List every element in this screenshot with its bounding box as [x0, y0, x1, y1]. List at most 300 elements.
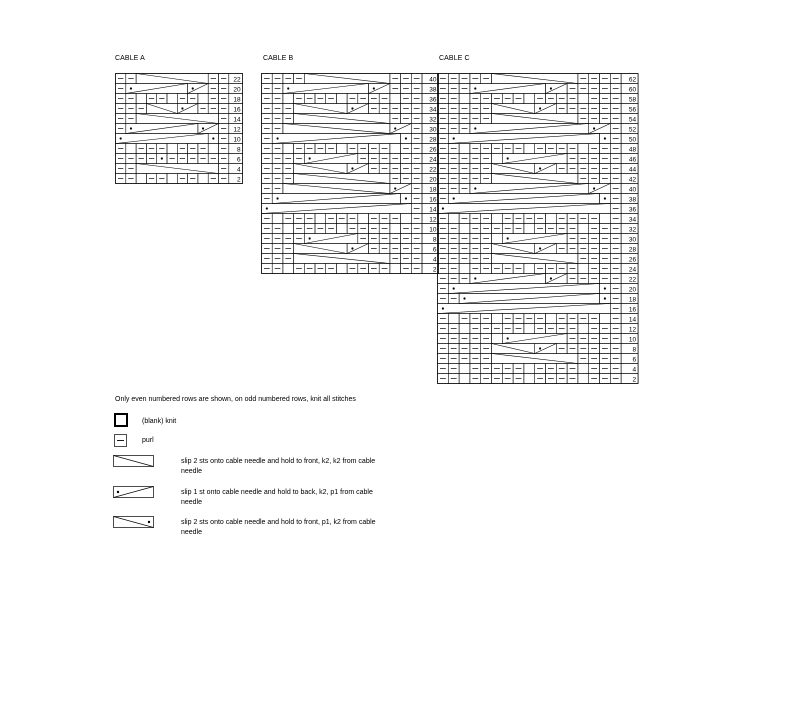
cable-cell	[578, 224, 589, 234]
row-number-label: 42	[628, 176, 637, 184]
purl-dot	[507, 157, 509, 159]
cable-a-chart	[115, 73, 244, 185]
purl-dot	[181, 107, 183, 109]
chart-row	[262, 154, 439, 164]
cable-crossing-line	[294, 104, 348, 114]
chart-row	[438, 194, 639, 204]
purl-dot	[202, 127, 204, 129]
cable-cell	[546, 214, 557, 224]
row-number-label: 26	[628, 256, 637, 264]
cable-cell	[459, 144, 470, 154]
chart-row	[438, 354, 639, 364]
purl-dot	[463, 297, 465, 299]
cable-crossing-line	[294, 114, 390, 124]
purl-dot	[287, 87, 289, 89]
purl-dot	[442, 307, 444, 309]
cable-crossing-line	[198, 124, 219, 134]
purl-dot	[394, 187, 396, 189]
cable-crossing-line	[535, 344, 557, 354]
purl-dot	[593, 127, 595, 129]
cable-crossing-line	[492, 114, 578, 124]
row-number-label: 52	[628, 126, 637, 134]
legend-note: Only even numbered rows are shown, on odd numbered rows, knit all stitches	[115, 396, 356, 403]
purl-dot	[276, 197, 278, 199]
chart-row	[262, 94, 439, 104]
chart-row	[116, 154, 243, 164]
row-number-label: 10	[429, 226, 437, 234]
cable-cell	[167, 174, 177, 184]
cable-crossing-line	[492, 244, 535, 254]
row-number-label: 6	[632, 356, 637, 364]
purl-dot	[351, 247, 353, 249]
row-number-label: 12	[233, 126, 241, 134]
purl-dot	[593, 187, 595, 189]
chart-row	[438, 134, 639, 144]
chart-row	[438, 294, 639, 304]
cable-crossing-line	[126, 84, 188, 94]
row-number-label: 32	[429, 116, 437, 124]
purl-dot	[394, 127, 396, 129]
cable-cell	[167, 144, 177, 154]
cable-cell	[459, 364, 470, 374]
cable-cell	[578, 324, 589, 334]
purl-dot	[604, 137, 606, 139]
cable-crossing-line	[492, 104, 535, 114]
cable-crossing-line	[136, 74, 208, 84]
purl-dot	[212, 137, 214, 139]
cable-crossing-line	[438, 304, 611, 314]
cable-cell	[459, 374, 470, 384]
purl-dot	[604, 297, 606, 299]
chart-row	[116, 114, 243, 124]
row-number-label: 24	[429, 156, 437, 164]
chart-row	[262, 234, 439, 244]
chart-row	[116, 104, 243, 114]
cable-cell	[336, 264, 347, 274]
purl-dot	[276, 137, 278, 139]
purl-dot	[474, 277, 476, 279]
cable-crossing-line	[136, 114, 218, 124]
cable-crossing-line	[470, 184, 589, 194]
cable-crossing-line	[502, 154, 567, 164]
cable-cell	[315, 214, 326, 224]
purl-dot	[507, 337, 509, 339]
cable-crossing-line	[304, 234, 358, 244]
row-number-label: 38	[429, 86, 437, 94]
cable-t2f-symbol-icon	[113, 516, 155, 529]
chart-row	[262, 194, 439, 204]
cable-crossing-line	[492, 174, 578, 184]
row-number-label: 32	[628, 226, 637, 234]
chart-row	[262, 254, 439, 264]
chart-row	[262, 184, 439, 194]
cable-crossing-line	[502, 334, 567, 344]
row-number-label: 2	[236, 176, 241, 184]
row-number-label: 56	[628, 106, 637, 114]
chart-row	[116, 174, 243, 184]
cable-crossing-line	[535, 104, 557, 114]
chart-row	[116, 164, 243, 174]
row-number-label: 24	[628, 266, 637, 274]
cable-cell	[126, 144, 136, 154]
chart-row	[438, 304, 639, 314]
cable-crossing-line	[304, 154, 358, 164]
row-number-label: 30	[628, 236, 637, 244]
row-number-label: 48	[628, 146, 637, 154]
purl-dot	[474, 127, 476, 129]
row-number-label: 34	[628, 216, 637, 224]
purl-dot	[351, 167, 353, 169]
chart-row	[438, 114, 639, 124]
chart-row	[116, 124, 243, 134]
row-number-label: 12	[429, 216, 437, 224]
cable-crossing-line	[589, 124, 611, 134]
chart-row	[116, 144, 243, 154]
purl-dot	[453, 137, 455, 139]
cable-cell	[524, 144, 535, 154]
row-number-label: 4	[432, 256, 437, 264]
chart-row	[438, 244, 639, 254]
cable-cell	[546, 314, 557, 324]
knit-symbol-icon	[114, 413, 128, 427]
row-number-label: 14	[628, 316, 637, 324]
cable-crossing-line	[347, 164, 368, 174]
purl-dot	[130, 87, 132, 89]
chart-row	[438, 224, 639, 234]
row-number-label: 36	[628, 206, 637, 214]
row-number-label: 62	[628, 76, 637, 84]
row-number-label: 18	[233, 96, 241, 104]
chart-title-cable-a: CABLE A	[115, 55, 145, 62]
cable-cell	[136, 94, 146, 104]
chart-row	[262, 134, 439, 144]
chart-row	[438, 284, 639, 294]
row-number-label: 44	[628, 166, 637, 174]
cable-cell	[492, 334, 503, 344]
cable-cell	[167, 94, 177, 104]
row-number-label: 20	[233, 86, 241, 94]
purl-dot	[309, 237, 311, 239]
row-number-label: 60	[628, 86, 637, 94]
row-number-label: 8	[632, 346, 637, 354]
chart-row	[438, 254, 639, 264]
row-number-label: 16	[233, 106, 241, 114]
row-number-label: 6	[432, 246, 437, 254]
chart-row	[438, 154, 639, 164]
chart-row	[438, 184, 639, 194]
cable-crossing-line	[272, 134, 400, 144]
chart-row	[438, 204, 639, 214]
cable-crossing-line	[177, 104, 198, 114]
cable-cell	[390, 94, 401, 104]
row-number-label: 12	[628, 326, 637, 334]
cable-cell	[208, 144, 218, 154]
chart-row	[438, 344, 639, 354]
purl-dot	[351, 107, 353, 109]
row-number-label: 46	[628, 156, 637, 164]
cable-cell	[578, 364, 589, 374]
cable-cell	[524, 94, 535, 104]
purl-dot	[474, 87, 476, 89]
cable-crossing-line	[502, 234, 567, 244]
chart-row	[262, 174, 439, 184]
chart-row	[262, 114, 439, 124]
chart-row	[116, 134, 243, 144]
purl-dot	[507, 237, 509, 239]
chart-row	[438, 94, 639, 104]
chart-row	[438, 74, 639, 84]
purl-dot	[405, 197, 407, 199]
cable-crossing-line	[492, 74, 578, 84]
row-number-label: 38	[628, 196, 637, 204]
chart-row	[262, 264, 439, 274]
cable-cell	[459, 264, 470, 274]
cable-crossing-line	[448, 194, 599, 204]
purl-dot	[550, 87, 552, 89]
purl-dot	[120, 137, 122, 139]
row-number-label: 2	[632, 376, 637, 384]
chart-row	[262, 164, 439, 174]
row-number-label: 40	[429, 76, 437, 84]
purl-dot	[192, 87, 194, 89]
cable-cell	[336, 94, 347, 104]
cable-cell	[283, 264, 294, 274]
chart-row	[438, 274, 639, 284]
cable-cell	[492, 234, 503, 244]
row-number-label: 54	[628, 116, 637, 124]
cable-cell	[136, 174, 146, 184]
purl-dot	[453, 197, 455, 199]
cable-crossing-line	[589, 184, 611, 194]
cable-crossing-line	[272, 194, 400, 204]
cable-cell	[448, 314, 459, 324]
cable-cell	[578, 94, 589, 104]
cable-cell	[600, 314, 611, 324]
cable-crossing-line	[369, 84, 390, 94]
cable-crossing-line	[438, 204, 611, 214]
cable-cell	[578, 374, 589, 384]
cable-crossing-line	[390, 184, 411, 194]
chart-row	[438, 164, 639, 174]
chart-row	[438, 84, 639, 94]
purl-dot	[474, 187, 476, 189]
legend-t2f-text: slip 2 sts onto cable needle and hold to front, p1, k2 from cable needle	[181, 519, 376, 536]
cable-crossing-line	[492, 344, 535, 354]
chart-row	[438, 144, 639, 154]
chart-row	[438, 124, 639, 134]
row-number-label: 4	[236, 166, 241, 174]
cable-crossing-line	[347, 244, 368, 254]
cable-crossing-line	[294, 244, 348, 254]
cable-t1b-symbol-icon	[113, 486, 155, 499]
cable-crossing-line	[535, 244, 557, 254]
legend-purl-text: purl	[142, 437, 154, 444]
cable-cell	[492, 214, 503, 224]
cable-cell	[524, 324, 535, 334]
cable-crossing-line	[459, 294, 599, 304]
cable-crossing-line	[448, 284, 599, 294]
cable-cell	[524, 364, 535, 374]
legend-knit-text: (blank) knit	[142, 418, 177, 425]
purl-dot	[550, 277, 552, 279]
row-number-label: 16	[429, 196, 437, 204]
cable-cell	[600, 214, 611, 224]
chart-row	[438, 364, 639, 374]
cable-cell	[459, 324, 470, 334]
chart-row	[116, 84, 243, 94]
cable-c-chart	[437, 73, 640, 385]
chart-title-cable-c: CABLE C	[439, 55, 470, 62]
row-number-label: 18	[429, 186, 437, 194]
chart-row	[262, 204, 439, 214]
row-number-label: 50	[628, 136, 637, 144]
cable-cell	[358, 214, 369, 224]
chart-row	[438, 314, 639, 324]
row-number-label: 6	[236, 156, 241, 164]
cable-crossing-line	[294, 254, 390, 264]
purl-dot	[442, 207, 444, 209]
chart-row	[438, 324, 639, 334]
cable-crossing-line	[188, 84, 209, 94]
row-number-label: 14	[233, 116, 241, 124]
cable-crossing-line	[347, 104, 368, 114]
chart-row	[262, 244, 439, 254]
chart-row	[262, 74, 439, 84]
row-number-label: 18	[628, 296, 637, 304]
cable-crossing-line	[448, 134, 599, 144]
cable-cell	[492, 314, 503, 324]
cable-crossing-line	[492, 354, 578, 364]
purl-dot	[539, 107, 541, 109]
legend-c2f-text: slip 2 sts onto cable needle and hold to front, k2, k2 from cable needle	[181, 458, 376, 475]
row-number-label: 2	[432, 266, 437, 274]
row-number-label: 8	[432, 236, 437, 244]
purl-dot	[604, 197, 606, 199]
cable-cell	[448, 214, 459, 224]
row-number-label: 22	[628, 276, 637, 284]
cable-cell	[401, 214, 412, 224]
cable-cell	[459, 94, 470, 104]
chart-row	[262, 84, 439, 94]
row-number-label: 36	[429, 96, 437, 104]
purl-dot	[161, 157, 163, 159]
purl-dot	[309, 157, 311, 159]
cable-cell	[283, 144, 294, 154]
chart-row	[438, 214, 639, 224]
chart-row	[262, 104, 439, 114]
cable-cell	[524, 224, 535, 234]
cable-cell	[492, 154, 503, 164]
chart-row	[438, 174, 639, 184]
cable-crossing-line	[283, 124, 390, 134]
cable-cell	[272, 214, 283, 224]
row-number-label: 20	[429, 176, 437, 184]
chart-row	[262, 144, 439, 154]
cable-cell	[578, 144, 589, 154]
purl-dot	[266, 207, 268, 209]
row-number-label: 34	[429, 106, 437, 114]
chart-row	[438, 104, 639, 114]
cable-crossing-line	[126, 124, 198, 134]
cable-crossing-line	[294, 174, 390, 184]
cable-cell	[524, 264, 535, 274]
cable-crossing-line	[136, 164, 218, 174]
cable-crossing-line	[146, 104, 177, 114]
purl-dot	[373, 87, 375, 89]
chart-row	[262, 224, 439, 234]
chart-row	[438, 334, 639, 344]
chart-row	[116, 94, 243, 104]
cable-cell	[390, 224, 401, 234]
chart-row	[262, 124, 439, 134]
chart-row	[438, 264, 639, 274]
cable-crossing-line	[470, 274, 546, 284]
row-number-label: 28	[628, 246, 637, 254]
cable-crossing-line	[492, 254, 578, 264]
cable-cell	[578, 264, 589, 274]
cable-crossing-line	[283, 84, 369, 94]
row-number-label: 40	[628, 186, 637, 194]
cable-cell	[198, 94, 208, 104]
cable-crossing-line	[262, 204, 412, 214]
purl-dot	[539, 167, 541, 169]
chart-title-cable-b: CABLE B	[263, 55, 294, 62]
cable-crossing-line	[492, 164, 535, 174]
purl-symbol-icon	[114, 434, 128, 448]
purl-dot	[405, 137, 407, 139]
row-number-label: 4	[632, 366, 637, 374]
row-number-label: 8	[236, 146, 241, 154]
purl-dot	[539, 247, 541, 249]
chart-row	[438, 234, 639, 244]
cable-cell	[198, 174, 208, 184]
chart-row	[438, 374, 639, 384]
cable-cell	[524, 374, 535, 384]
cable-crossing-line	[304, 74, 390, 84]
row-number-label: 14	[429, 206, 437, 214]
cable-crossing-line	[546, 84, 568, 94]
cable-crossing-line	[535, 164, 557, 174]
cable-cell	[390, 144, 401, 154]
row-number-label: 28	[429, 136, 437, 144]
cable-crossing-line	[470, 84, 546, 94]
row-number-label: 26	[429, 146, 437, 154]
chart-row	[262, 214, 439, 224]
row-number-label: 20	[628, 286, 637, 294]
purl-dot	[453, 287, 455, 289]
cable-cell	[459, 224, 470, 234]
row-number-label: 58	[628, 96, 637, 104]
cable-crossing-line	[294, 164, 348, 174]
purl-dot	[604, 287, 606, 289]
chart-row	[116, 74, 243, 84]
cable-cell	[336, 144, 347, 154]
row-number-label: 16	[628, 306, 637, 314]
cable-cell	[390, 264, 401, 274]
cable-crossing-line	[546, 274, 568, 284]
purl-dot	[539, 347, 541, 349]
cable-c2f-symbol-icon	[113, 455, 155, 468]
cable-cell	[283, 224, 294, 234]
cable-cell	[283, 94, 294, 104]
legend-t1b-text: slip 1 st onto cable needle and hold to back, k2, p1 from cable needle	[181, 489, 373, 506]
purl-dot	[130, 127, 132, 129]
row-number-label: 22	[233, 76, 241, 84]
cable-cell	[336, 224, 347, 234]
row-number-label: 30	[429, 126, 437, 134]
cable-crossing-line	[390, 124, 411, 134]
cable-crossing-line	[283, 184, 390, 194]
